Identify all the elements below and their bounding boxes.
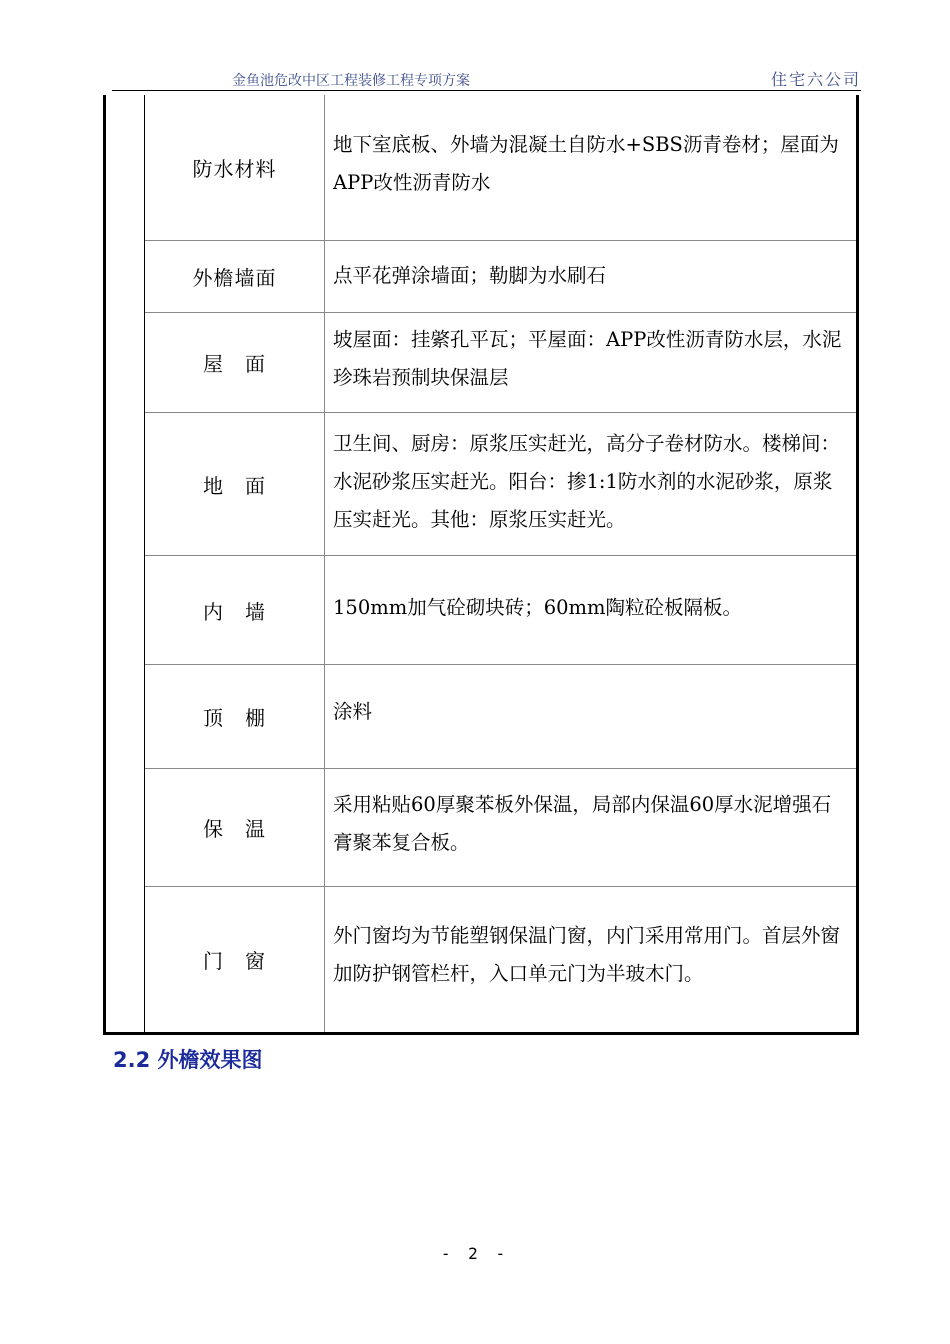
row-label: 内 墙 bbox=[145, 556, 325, 664]
section-heading: 2.2 外檐效果图 bbox=[113, 1048, 263, 1072]
company-name: 住宅六公司 bbox=[770, 70, 861, 89]
table-row bbox=[145, 887, 856, 1032]
row-content: 采用粘贴60厚聚苯板外保温，局部内保温60厚水泥增强石膏聚苯复合板。 bbox=[333, 793, 832, 854]
table-row bbox=[145, 769, 856, 887]
table-row bbox=[145, 665, 856, 769]
row-label: 顶 棚 bbox=[145, 665, 325, 768]
document-title: 金鱼池危改中区工程装修工程专项方案 bbox=[232, 73, 470, 89]
spec-table bbox=[103, 95, 859, 1035]
row-content: 地下室底板、外墙为混凝土自防水+SBS沥青卷材；屋面为APP改性沥青防水 bbox=[333, 133, 839, 194]
row-label: 外檐墙面 bbox=[145, 241, 325, 312]
table-row bbox=[145, 241, 856, 313]
row-label: 地 面 bbox=[145, 413, 325, 555]
row-content: 点平花弹涂墙面；勒脚为水刷石 bbox=[333, 264, 607, 287]
row-content: 卫生间、厨房：原浆压实赶光，高分子卷材防水。楼梯间：水泥砂浆压实赶光。阳台：掺1:1防水剂的水泥砂浆，原浆压实赶光。其他：原浆压实赶光。 bbox=[333, 432, 841, 531]
row-label: 屋 面 bbox=[145, 313, 325, 412]
page-header bbox=[112, 64, 861, 91]
row-label: 门 窗 bbox=[145, 887, 325, 1032]
table-row bbox=[145, 95, 856, 241]
table-row bbox=[145, 313, 856, 413]
page-number: - 2 - bbox=[440, 1244, 510, 1263]
row-label: 保 温 bbox=[145, 769, 325, 886]
row-content: 外门窗均为节能塑钢保温门窗，内门采用常用门。首层外窗加防护钢管栏杆，入口单元门为半玻木门。 bbox=[333, 924, 841, 985]
table-row bbox=[145, 556, 856, 665]
table-left-column bbox=[106, 95, 145, 1032]
row-content: 150mm加气砼砌块砖；60mm陶粒砼板隔板。 bbox=[333, 596, 742, 619]
row-label: 防水材料 bbox=[145, 95, 325, 240]
table-row bbox=[145, 413, 856, 556]
row-content: 坡屋面：挂綮孔平瓦；平屋面：APP改性沥青防水层，水泥珍珠岩预制块保温层 bbox=[333, 328, 842, 389]
row-content: 涂料 bbox=[333, 700, 373, 723]
